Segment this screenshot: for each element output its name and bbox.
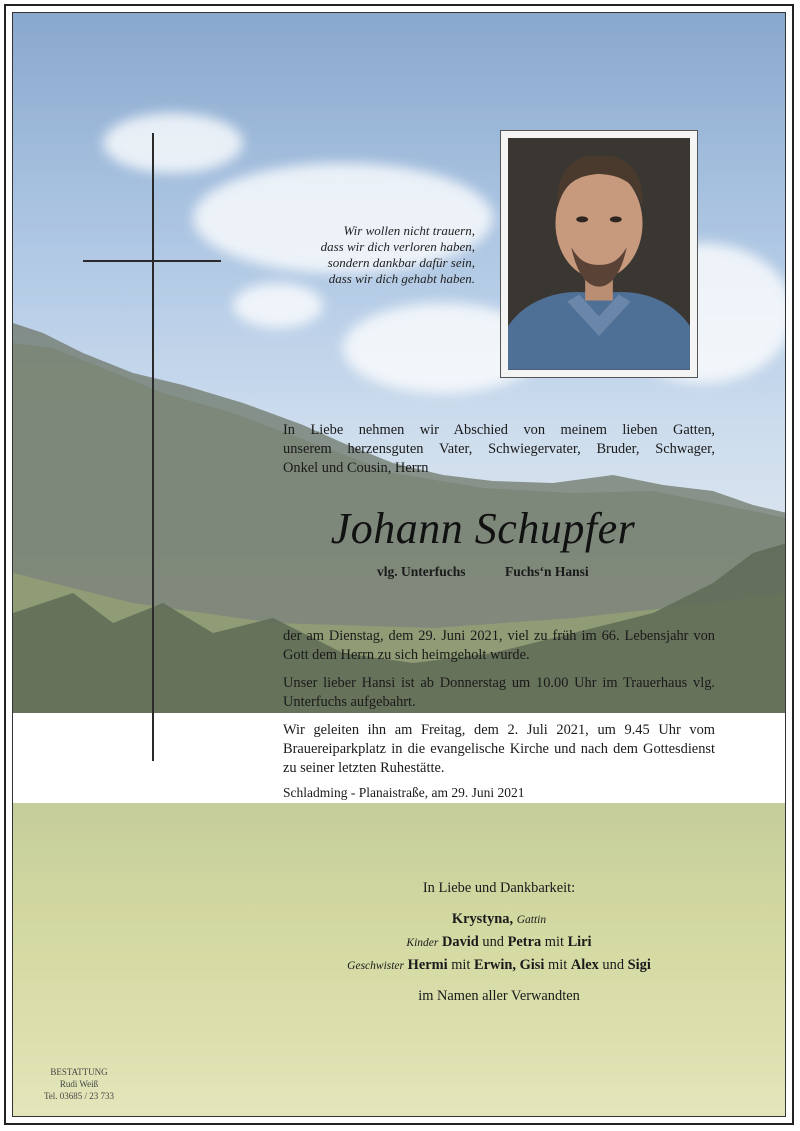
quote-line: sondern dankbar dafür sein,	[327, 255, 475, 270]
intro-line: In Liebe nehmen wir Abschied von meinem lieben Gatten,	[283, 422, 715, 438]
quote-line: dass wir dich gehabt haben.	[328, 271, 475, 286]
child-name: Petra	[507, 934, 542, 950]
portrait-illustration	[508, 138, 690, 370]
spouse-line	[283, 908, 715, 931]
portrait-frame	[500, 130, 698, 378]
death-paragraph: der am Dienstag, dem 29. Juni 2021, viel zu früh im 66. Lebensjahr von Gott dem Herrn zu sich heimgeholt wurde.	[283, 628, 715, 663]
memorial-quote	[275, 223, 475, 287]
funeral-paragraph: Wir geleiten ihn am Freitag, dem 2. Juli 2021, um 9.45 Uhr vom Brauereiparkplatz in die evangelische Kirche und nach dem Gottesdienst zu seiner letzten Ruhestätte.	[283, 722, 715, 776]
sibling-name: Gisi	[519, 957, 545, 973]
portrait-photo	[508, 138, 690, 370]
intro-line: unserem herzensguten Vater, Schwiegervater, Bruder, Schwager,	[283, 441, 715, 457]
cross-horizontal	[83, 260, 221, 262]
funeral-home-stamp	[31, 1066, 127, 1102]
spouse-role: Gattin	[516, 914, 547, 926]
conjunction: mit	[451, 957, 471, 973]
stamp-line: Rudi Weiß	[59, 1079, 99, 1089]
conjunction: mit	[544, 934, 564, 950]
child-name: Liri	[567, 934, 592, 950]
stamp-line: Tel. 03685 / 23 733	[43, 1091, 115, 1101]
intro-line: Onkel und Cousin, Herrn	[283, 460, 429, 476]
sibling-name: Sigi	[627, 957, 651, 973]
conjunction: und	[482, 934, 504, 950]
stamp-line: BESTATTUNG	[50, 1067, 108, 1077]
intro-text	[283, 421, 715, 478]
spouse-name: Krystyna,	[451, 911, 514, 927]
sibling-name: Erwin,	[474, 957, 516, 973]
wake-paragraph: Unser lieber Hansi ist ab Donnerstag um 10.00 Uhr im Trauerhaus vlg. Unterfuchs aufgebahrt.	[283, 675, 715, 710]
sibling-name: Alex	[570, 957, 599, 973]
children-role: Kinder	[406, 937, 439, 949]
conjunction: und	[602, 957, 625, 973]
mourners-section	[283, 877, 715, 1008]
nickname: Fuchs‘n Hansi	[505, 564, 589, 579]
siblings-line	[283, 954, 715, 977]
child-name: David	[441, 934, 479, 950]
children-line	[283, 931, 715, 954]
conjunction: mit	[548, 957, 568, 973]
quote-line: dass wir dich verloren haben,	[320, 239, 475, 254]
deceased-name: Johann Schupfer	[330, 504, 636, 553]
house-name: vlg. Unterfuchs	[377, 564, 466, 579]
announcement-body	[283, 627, 715, 787]
closing-footer: im Namen aller Verwandten	[418, 988, 580, 1004]
place-date: Schladming - Planaistraße, am 29. Juni 2021	[283, 785, 525, 800]
quote-line: Wir wollen nicht trauern,	[343, 223, 475, 238]
inner-border	[12, 12, 786, 1117]
closing-heading: In Liebe und Dankbarkeit:	[422, 880, 576, 896]
siblings-role: Geschwister	[347, 960, 405, 972]
sibling-name: Hermi	[407, 957, 448, 973]
cross-vertical	[152, 133, 154, 761]
